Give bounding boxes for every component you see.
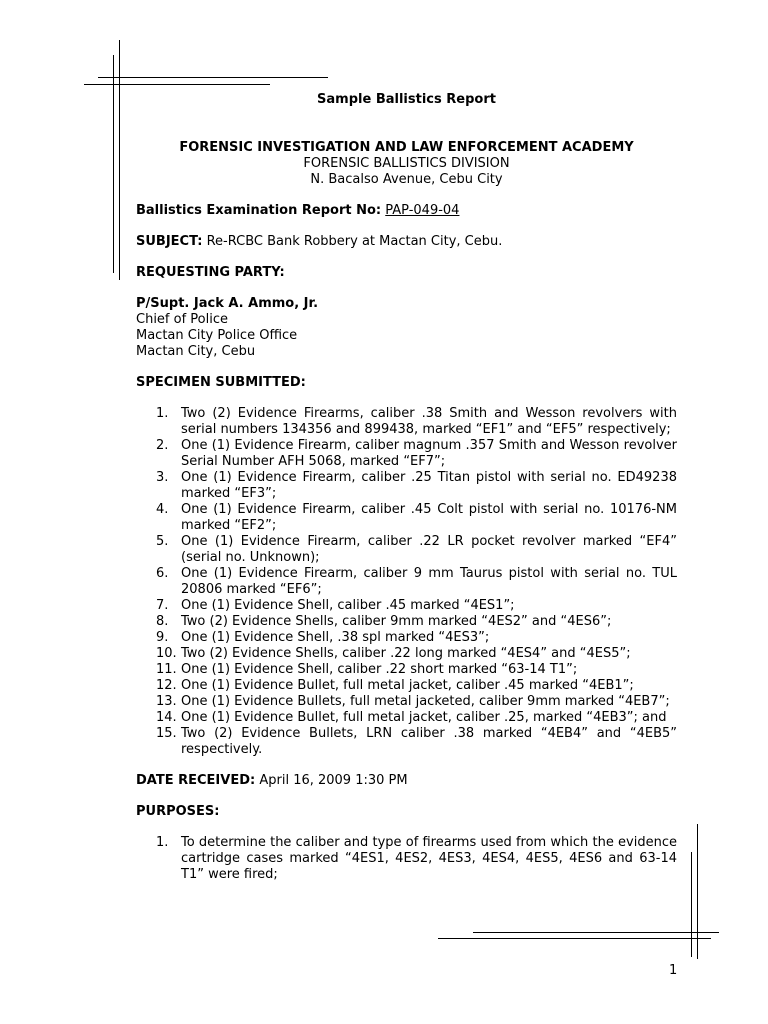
purposes-label: PURPOSES: [136,804,220,819]
list-item-number: 1. [156,835,169,850]
corner-line-decoration [438,938,711,939]
list-item-text: Two (2) Evidence Shells, caliber 9mm marked “4ES2” and “4ES6”; [181,614,612,629]
list-item [136,566,677,598]
list-item-text: To determine the caliber and type of firearms used from which the evidence cartridge cases marked “4ES1, 4ES2, 4ES3, 4ES4, 4ES5, 4ES6 and 63-14 T1” were fired; [181,835,677,882]
org-address: N. Bacalso Avenue, Cebu City [310,172,503,187]
list-item [136,694,677,710]
org-name: FORENSIC INVESTIGATION AND LAW ENFORCEMENT ACADEMY [179,140,634,155]
list-item-text: One (1) Evidence Firearm, caliber .45 Colt pistol with serial no. 10176-NM marked “EF2”; [181,502,677,533]
list-item [136,502,677,534]
list-item-text: One (1) Evidence Bullet, full metal jacket, caliber .25, marked “4EB3”; and [181,710,667,725]
list-item [136,470,677,502]
list-item-number: 7. [156,598,169,613]
list-item [136,835,677,883]
list-item [136,662,677,678]
report-number-line [136,203,677,219]
list-item-text: One (1) Evidence Firearm, caliber magnum .357 Smith and Wesson revolver Serial Number AFH 5068, marked “EF7”; [181,438,677,469]
corner-line-decoration [84,84,270,85]
list-item [136,678,677,694]
list-item-number: 8. [156,614,169,629]
report-body [136,92,677,883]
list-item-text: One (1) Evidence Shell, caliber .22 short marked “63-14 T1”; [181,662,578,677]
list-item-number: 1. [156,406,169,421]
specimen-label: SPECIMEN SUBMITTED: [136,375,306,390]
report-number-label: Ballistics Examination Report No: [136,203,382,218]
page-number: 1 [669,963,678,978]
subject-label: SUBJECT: [136,234,203,249]
list-item [136,614,677,630]
corner-line-decoration [113,55,114,273]
list-item-number: 5. [156,534,169,549]
corner-line-decoration [98,77,328,78]
list-item-text: Two (2) Evidence Shells, caliber .22 long marked “4ES4” and “4ES5”; [181,646,631,661]
requester-city: Mactan City, Cebu [136,344,256,359]
subject-value: Re-RCBC Bank Robbery at Mactan City, Cebu. [206,234,503,249]
list-item [136,630,677,646]
list-item [136,726,677,758]
list-item-text: Two (2) Evidence Firearms, caliber .38 Smith and Wesson revolvers with serial numbers 134356 and 899438, marked “EF1” and “EF5” respectively; [181,406,677,437]
list-item-text: Two (2) Evidence Bullets, LRN caliber .38 marked “4EB4” and “4EB5” respectively. [181,726,677,757]
list-item-text: One (1) Evidence Bullet, full metal jacket, caliber .45 marked “4EB1”; [181,678,634,693]
list-item-number: 12. [156,678,177,693]
list-item-number: 9. [156,630,169,645]
list-item-number: 4. [156,502,169,517]
list-item-number: 6. [156,566,169,581]
date-received-line [136,773,677,789]
list-item-number: 13. [156,694,177,709]
list-item-number: 2. [156,438,169,453]
list-item-text: One (1) Evidence Bullets, full metal jacketed, caliber 9mm marked “4EB7”; [181,694,670,709]
corner-line-decoration [691,852,692,957]
sample-title: Sample Ballistics Report [317,92,496,107]
requesting-party-label: REQUESTING PARTY: [136,265,285,280]
list-item [136,646,677,662]
corner-line-decoration [119,40,120,280]
list-item-number: 11. [156,662,177,677]
report-number-value: PAP-049-04 [385,203,460,218]
list-item [136,438,677,470]
list-item [136,710,677,726]
list-item-text: One (1) Evidence Firearm, caliber .25 Titan pistol with serial no. ED49238 marked “EF3”; [181,470,677,501]
list-item [136,598,677,614]
list-item-number: 14. [156,710,177,725]
list-item-number: 15. [156,726,177,741]
list-item-text: One (1) Evidence Shell, caliber .45 marked “4ES1”; [181,598,515,613]
list-item-number: 10. [156,646,177,661]
date-received-label: DATE RECEIVED: [136,773,256,788]
list-item-text: One (1) Evidence Shell, .38 spl marked “4ES3”; [181,630,490,645]
list-item-number: 3. [156,470,169,485]
purposes-list [136,835,677,883]
corner-line-decoration [473,932,719,933]
requester-title: Chief of Police [136,312,228,327]
list-item [136,406,677,438]
list-item [136,534,677,566]
date-received-value: April 16, 2009 1:30 PM [259,773,408,788]
list-item-text: One (1) Evidence Firearm, caliber .22 LR pocket revolver marked “EF4” (serial no. Unknown); [181,534,677,565]
list-item-text: One (1) Evidence Firearm, caliber 9 mm Taurus pistol with serial no. TUL 20806 marked “EF6”; [181,566,677,597]
subject-line [136,234,677,250]
division-name: FORENSIC BALLISTICS DIVISION [303,156,510,171]
requester-office: Mactan City Police Office [136,328,298,343]
specimen-list [136,406,677,758]
requester-name: P/Supt. Jack A. Ammo, Jr. [136,296,319,311]
